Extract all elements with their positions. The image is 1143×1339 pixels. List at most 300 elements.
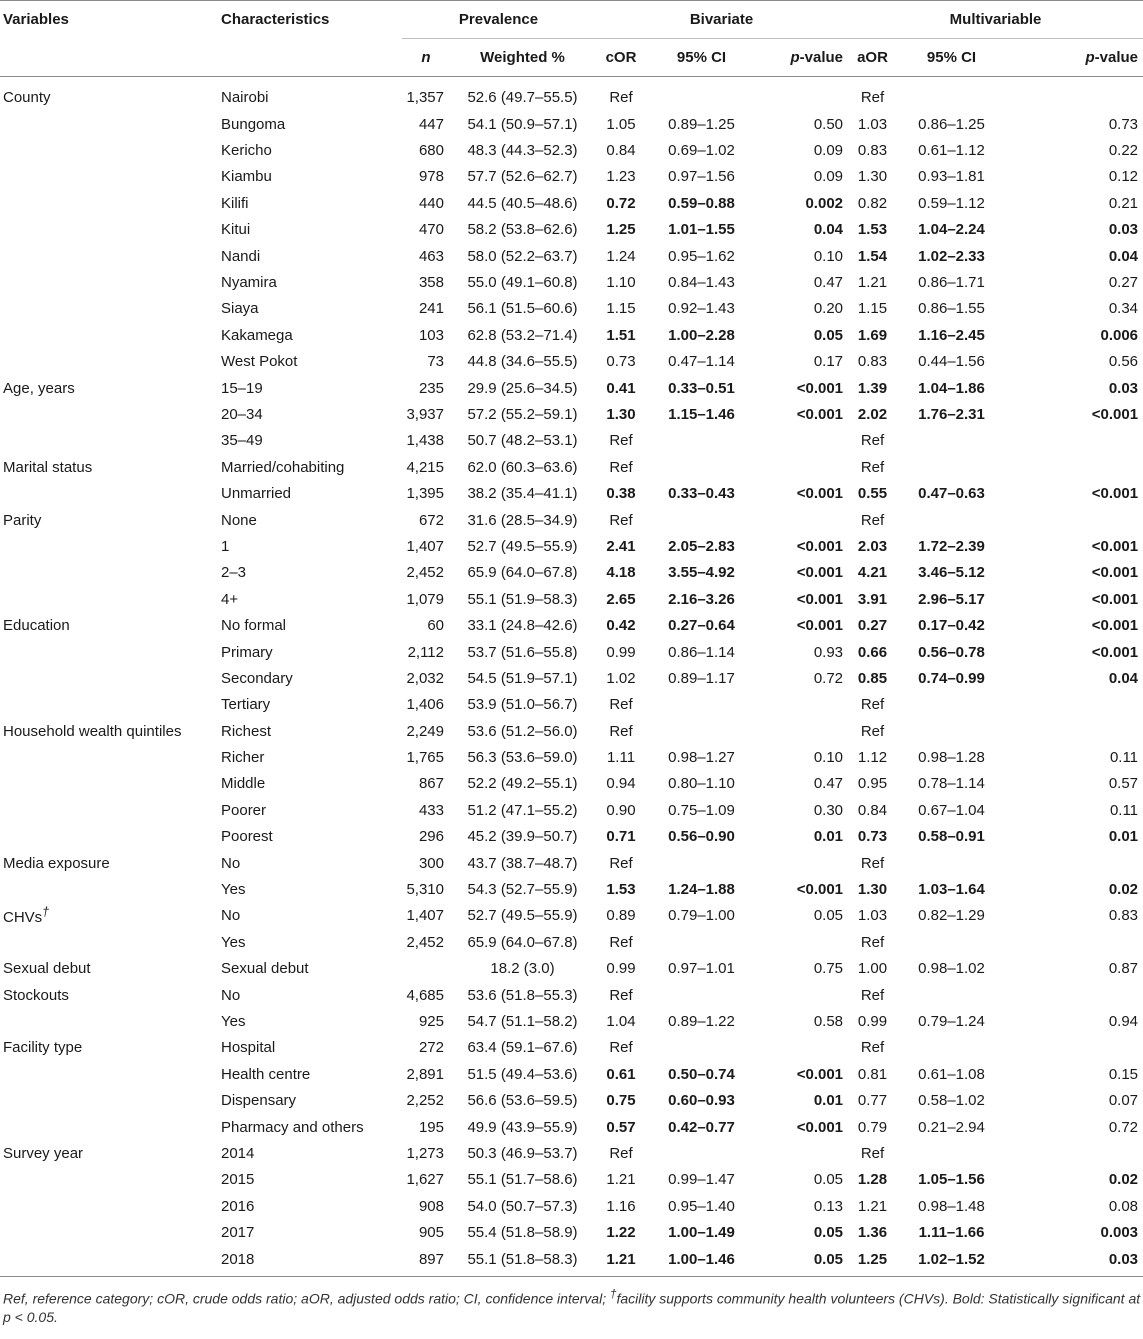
table-row <box>0 296 1143 322</box>
cell-aor-pvalue: 0.15 <box>1108 1065 1139 1083</box>
cell-weighted-pct: 57.2 (55.2–59.1) <box>467 405 578 423</box>
cell-cor: 1.21 <box>606 1171 636 1189</box>
table-row <box>0 824 1143 850</box>
cell-weighted-pct: 56.1 (51.5–60.6) <box>467 300 578 318</box>
cell-cor: 0.90 <box>606 801 636 819</box>
cell-aor-ci: 1.05–1.56 <box>918 1171 985 1189</box>
cell-aor-ci: 0.78–1.14 <box>918 775 985 793</box>
cell-cor-ci: 0.97–1.56 <box>668 168 735 186</box>
table-row <box>0 797 1143 823</box>
cell-cor: 1.02 <box>606 669 636 687</box>
cell-aor: 1.54 <box>857 247 888 265</box>
cell-n: 1,765 <box>406 749 444 767</box>
cell-cor-pvalue: 0.09 <box>813 168 844 186</box>
cell-aor: 1.53 <box>857 221 888 239</box>
cell-aor-ci <box>897 507 1006 533</box>
cell-characteristic: Health centre <box>221 1065 311 1083</box>
cell-characteristic: Nyamira <box>221 274 277 292</box>
cell-cor: Ref <box>609 933 633 951</box>
cell-characteristic: Richest <box>221 722 272 740</box>
cell-characteristic: Poorest <box>221 828 273 846</box>
table-row <box>0 718 1143 744</box>
cell-variable <box>0 1008 218 1034</box>
header-blank-characteristics <box>218 39 402 77</box>
cell-variable <box>0 243 218 269</box>
cell-characteristic: Middle <box>221 775 266 793</box>
cell-aor-ci <box>897 692 1006 718</box>
cell-aor: 0.95 <box>857 775 888 793</box>
cell-aor-ci: 1.04–2.24 <box>918 221 985 239</box>
table-row <box>0 665 1143 691</box>
cell-cor: 1.23 <box>606 168 636 186</box>
cell-characteristic: Unmarried <box>221 485 292 503</box>
cell-cor: 1.16 <box>606 1197 636 1215</box>
header-n <box>402 39 450 77</box>
header-blank-variables <box>0 39 218 77</box>
cell-aor-pvalue: 0.006 <box>1100 326 1139 344</box>
cell-variable <box>0 744 218 770</box>
cell-n: 908 <box>418 1197 444 1215</box>
cell-cor-pvalue <box>756 1140 848 1166</box>
cell-cor: Ref <box>609 88 633 106</box>
cell-cor: Ref <box>609 511 633 529</box>
cell-weighted-pct: 52.6 (49.7–55.5) <box>467 88 578 106</box>
cell-variable <box>0 692 218 718</box>
header-n-text: n <box>421 49 431 66</box>
cell-aor-pvalue: 0.01 <box>1108 828 1139 846</box>
cell-characteristic: None <box>221 511 257 529</box>
cell-aor-ci: 0.98–1.28 <box>918 749 985 767</box>
header-variables: Variables <box>0 1 218 39</box>
cell-cor-pvalue: 0.58 <box>813 1012 844 1030</box>
cell-cor-pvalue: 0.05 <box>813 1171 844 1189</box>
cell-variable <box>0 876 218 902</box>
cell-characteristic: Married/cohabiting <box>221 458 345 476</box>
table-row <box>0 771 1143 797</box>
cell-variable: Stockouts <box>3 986 69 1004</box>
cell-variable <box>0 533 218 559</box>
cell-cor-ci <box>647 1140 756 1166</box>
cell-variable <box>0 1193 218 1219</box>
cell-aor: 1.12 <box>857 749 888 767</box>
cell-cor: 0.99 <box>606 960 636 978</box>
cell-variable <box>0 1061 218 1087</box>
cell-n: 1,407 <box>406 537 444 555</box>
cell-cor: 0.41 <box>606 379 636 397</box>
cell-cor-ci: 0.89–1.17 <box>668 669 735 687</box>
cell-cor-pvalue: <0.001 <box>796 881 844 899</box>
table-row <box>0 850 1143 876</box>
cell-cor: 1.10 <box>606 274 636 292</box>
cell-weighted-pct: 55.1 (51.8–58.3) <box>450 1246 595 1277</box>
cell-cor-ci: 0.69–1.02 <box>668 142 735 160</box>
cell-weighted-pct: 54.7 (51.1–58.2) <box>467 1012 578 1030</box>
cell-aor: 1.21 <box>857 1197 888 1215</box>
cell-variable: Parity <box>3 511 42 529</box>
cell-aor: 2.02 <box>857 405 888 423</box>
cell-variable <box>0 903 218 929</box>
cell-cor-ci: 0.60–0.93 <box>668 1092 735 1110</box>
cell-n: 470 <box>418 221 444 239</box>
cell-cor-pvalue: <0.001 <box>796 379 844 397</box>
header-aor-ci: 95% CI <box>897 39 1006 77</box>
table-row <box>0 1035 1143 1061</box>
cell-cor-ci: 1.01–1.55 <box>668 221 735 239</box>
cell-aor: Ref <box>860 933 885 951</box>
cell-aor-ci: 1.76–2.31 <box>918 405 985 423</box>
table-row <box>0 692 1143 718</box>
cell-cor-pvalue: 0.04 <box>813 221 844 239</box>
header-row-columns <box>0 39 1143 77</box>
cell-characteristic: 2–3 <box>221 564 247 582</box>
cell-aor: 0.99 <box>857 1012 888 1030</box>
cell-aor: Ref <box>860 722 885 740</box>
cell-aor: 0.82 <box>857 194 888 212</box>
cell-characteristic: Pharmacy and others <box>221 1118 364 1136</box>
table-row <box>0 375 1143 401</box>
cell-weighted-pct: 65.9 (64.0–67.8) <box>467 933 578 951</box>
cell-aor-ci: 0.86–1.71 <box>918 274 985 292</box>
cell-aor-ci <box>897 428 1006 454</box>
cell-aor: 1.21 <box>857 274 888 292</box>
header-cor-ci: 95% CI <box>647 39 756 77</box>
table-row <box>0 401 1143 427</box>
table-row <box>0 164 1143 190</box>
cell-n: 925 <box>418 1012 444 1030</box>
header-prevalence: Prevalence <box>402 1 595 39</box>
cell-cor-ci: 2.05–2.83 <box>668 537 735 555</box>
cell-cor: 2.65 <box>606 590 636 608</box>
cell-aor: 1.00 <box>857 960 888 978</box>
cell-n: 3,937 <box>406 405 444 423</box>
cell-aor: 0.55 <box>857 485 888 503</box>
cell-characteristic: 35–49 <box>221 432 263 450</box>
cell-cor: 0.71 <box>606 828 636 846</box>
cell-n: 1,079 <box>406 590 444 608</box>
cell-cor-pvalue: 0.01 <box>813 828 844 846</box>
cell-cor-pvalue <box>756 1035 848 1061</box>
cell-cor: 1.04 <box>606 1012 636 1030</box>
cell-cor: Ref <box>609 458 633 476</box>
table-row <box>0 1114 1143 1140</box>
cell-characteristic: Siaya <box>221 300 259 318</box>
cell-n: 4,685 <box>406 986 444 1004</box>
cell-cor-pvalue: 0.17 <box>813 353 844 371</box>
cell-aor-pvalue <box>1006 692 1143 718</box>
cell-n: 1,406 <box>406 696 444 714</box>
cell-variable <box>0 190 218 216</box>
cell-aor-ci <box>897 982 1006 1008</box>
cell-variable: Facility type <box>3 1039 83 1057</box>
cell-cor-pvalue: 0.10 <box>813 749 844 767</box>
cell-cor-ci <box>647 718 756 744</box>
cell-cor-ci: 0.89–1.25 <box>668 115 735 133</box>
cell-cor: 1.15 <box>606 300 636 318</box>
header-cor-pvalue <box>756 39 848 77</box>
cell-aor: 1.28 <box>857 1171 888 1189</box>
cell-cor-ci <box>647 850 756 876</box>
cell-weighted-pct: 55.1 (51.9–58.3) <box>467 590 578 608</box>
cell-cor-ci: 0.84–1.43 <box>668 274 735 292</box>
cell-n <box>402 956 450 982</box>
cell-cor-ci: 1.24–1.88 <box>668 881 735 899</box>
cell-variable <box>0 164 218 190</box>
cell-cor-ci <box>647 77 756 112</box>
cell-aor: Ref <box>860 511 885 529</box>
cell-cor-ci: 1.00–2.28 <box>668 326 735 344</box>
table-row <box>0 1061 1143 1087</box>
cell-cor-ci: 0.33–0.43 <box>668 485 735 503</box>
table-row <box>0 243 1143 269</box>
header-characteristics: Characteristics <box>218 1 402 39</box>
cell-aor-ci: 0.44–1.56 <box>918 353 985 371</box>
cell-variable <box>0 428 218 454</box>
cell-variable <box>0 639 218 665</box>
cell-cor-pvalue: 0.01 <box>813 1092 844 1110</box>
cell-weighted-pct: 53.6 (51.8–55.3) <box>467 986 578 1004</box>
cell-variable <box>0 824 218 850</box>
header-multivariable: Multivariable <box>848 1 1143 39</box>
cell-n: 905 <box>418 1224 444 1242</box>
cell-aor: 0.66 <box>857 643 888 661</box>
cell-cor-ci: 0.89–1.22 <box>668 1012 735 1030</box>
table-row <box>0 1193 1143 1219</box>
cell-cor: 1.21 <box>595 1246 647 1277</box>
cell-aor-pvalue: <0.001 <box>1091 485 1139 503</box>
cell-cor-pvalue: 0.10 <box>813 247 844 265</box>
cell-aor: 3.91 <box>857 590 888 608</box>
cell-aor-ci <box>897 718 1006 744</box>
cell-variable <box>0 111 218 137</box>
cell-aor-ci <box>897 1140 1006 1166</box>
cell-n: 73 <box>427 353 444 371</box>
header-aor: aOR <box>848 39 897 77</box>
cell-cor-pvalue: 0.05 <box>813 1224 844 1242</box>
cell-aor-pvalue: 0.21 <box>1108 194 1139 212</box>
cell-aor-pvalue: <0.001 <box>1091 617 1139 635</box>
cell-characteristic: Kilifi <box>221 194 249 212</box>
cell-aor: Ref <box>860 432 885 450</box>
cell-weighted-pct: 56.6 (53.6–59.5) <box>467 1092 578 1110</box>
cell-weighted-pct: 52.2 (49.2–55.1) <box>467 775 578 793</box>
cell-variable <box>0 1114 218 1140</box>
cell-weighted-pct: 54.5 (51.9–57.1) <box>467 669 578 687</box>
cell-aor-pvalue: <0.001 <box>1091 537 1139 555</box>
cell-aor-ci: 0.86–1.55 <box>918 300 985 318</box>
cell-cor-ci <box>647 428 756 454</box>
cell-weighted-pct: 54.3 (52.7–55.9) <box>467 881 578 899</box>
table-row <box>0 454 1143 480</box>
cell-aor-pvalue <box>1006 428 1143 454</box>
cell-aor: Ref <box>860 1039 885 1057</box>
cell-cor: 0.73 <box>606 353 636 371</box>
cell-variable: Marital status <box>3 458 93 476</box>
cell-variable: Survey year <box>3 1144 84 1162</box>
cell-aor-pvalue: 0.12 <box>1108 168 1139 186</box>
cell-weighted-pct: 44.8 (34.6–55.5) <box>467 353 578 371</box>
cell-aor-pvalue: 0.11 <box>1109 801 1139 819</box>
cell-weighted-pct: 33.1 (24.8–42.6) <box>467 617 578 635</box>
table-row <box>0 269 1143 295</box>
cell-cor-pvalue: <0.001 <box>796 405 844 423</box>
cell-aor: 0.77 <box>857 1092 888 1110</box>
cell-aor-pvalue: 0.03 <box>1108 221 1139 239</box>
cell-characteristic: 2016 <box>221 1197 255 1215</box>
cell-cor-pvalue <box>756 454 848 480</box>
cell-aor-ci: 0.17–0.42 <box>918 617 985 635</box>
cell-cor-ci: 1.00–1.49 <box>668 1224 735 1242</box>
cell-cor-pvalue: <0.001 <box>796 617 844 635</box>
cell-aor-ci: 1.72–2.39 <box>918 537 985 555</box>
cell-aor-ci <box>897 77 1006 112</box>
cell-variable <box>0 401 218 427</box>
cell-n: 1,627 <box>406 1171 444 1189</box>
table-row <box>0 982 1143 1008</box>
cell-cor-pvalue: 0.30 <box>813 801 844 819</box>
cell-variable <box>0 1246 218 1277</box>
cell-cor: 1.51 <box>606 326 636 344</box>
cell-variable: Media exposure <box>3 854 110 872</box>
cell-cor: 1.11 <box>606 749 636 767</box>
cell-cor-pvalue: <0.001 <box>796 590 844 608</box>
cell-weighted-pct: 51.5 (49.4–53.6) <box>467 1065 578 1083</box>
cell-characteristic: Nandi <box>221 247 261 265</box>
cell-aor-pvalue: <0.001 <box>1091 405 1139 423</box>
cell-characteristic: Kericho <box>221 142 272 160</box>
cell-cor-ci: 0.50–0.74 <box>668 1065 735 1083</box>
cell-cor-pvalue <box>756 507 848 533</box>
cell-cor-ci: 0.42–0.77 <box>668 1118 735 1136</box>
cell-cor-pvalue: <0.001 <box>796 1118 844 1136</box>
cell-weighted-pct: 58.0 (52.2–63.7) <box>467 247 578 265</box>
cell-n: 296 <box>418 828 444 846</box>
cell-aor-pvalue <box>1006 982 1143 1008</box>
cell-cor: 2.41 <box>606 537 636 555</box>
cell-cor-ci: 0.99–1.47 <box>668 1171 735 1189</box>
cell-aor-pvalue: 0.87 <box>1108 960 1139 978</box>
cell-aor-ci: 0.98–1.48 <box>918 1197 985 1215</box>
header-aor-pvalue-suffix: -value <box>1094 49 1139 66</box>
cell-aor: 1.25 <box>848 1246 897 1277</box>
cell-aor-pvalue: 0.003 <box>1100 1224 1139 1242</box>
cell-aor: 1.69 <box>857 326 888 344</box>
cell-aor: 1.03 <box>857 115 888 133</box>
cell-cor-ci <box>647 929 756 955</box>
cell-n: 1,407 <box>406 907 444 925</box>
cell-aor-pvalue: 0.04 <box>1108 669 1139 687</box>
cell-cor: 1.24 <box>606 247 636 265</box>
cell-cor-ci: 0.27–0.64 <box>668 617 735 635</box>
cell-aor-ci: 0.93–1.81 <box>918 168 985 186</box>
cell-n: 272 <box>418 1039 444 1057</box>
cell-cor-pvalue: 0.47 <box>813 775 844 793</box>
cell-aor: 1.03 <box>857 907 888 925</box>
cell-aor: Ref <box>860 986 885 1004</box>
cell-n: 433 <box>418 801 444 819</box>
table-row <box>0 612 1143 638</box>
cell-cor-pvalue: <0.001 <box>796 1065 844 1083</box>
cell-aor-pvalue: 0.02 <box>1108 1171 1139 1189</box>
cell-aor: 0.85 <box>857 669 888 687</box>
cell-cor-pvalue <box>756 850 848 876</box>
cell-variable <box>0 1167 218 1193</box>
table-row <box>0 137 1143 163</box>
cell-aor-ci: 0.47–0.63 <box>918 485 985 503</box>
cell-aor: Ref <box>860 458 885 476</box>
cell-aor-ci: 0.59–1.12 <box>918 194 985 212</box>
cell-characteristic: West Pokot <box>221 353 298 371</box>
cell-weighted-pct: 53.6 (51.2–56.0) <box>467 722 578 740</box>
cell-cor: 0.84 <box>606 142 636 160</box>
cell-weighted-pct: 51.2 (47.1–55.2) <box>467 801 578 819</box>
cell-characteristic: Kitui <box>221 221 251 239</box>
table-row <box>0 876 1143 902</box>
cell-characteristic: 2015 <box>221 1171 255 1189</box>
cell-n: 440 <box>418 194 444 212</box>
cell-cor-pvalue <box>756 428 848 454</box>
cell-weighted-pct: 52.7 (49.5–55.9) <box>467 907 578 925</box>
cell-weighted-pct: 43.7 (38.7–48.7) <box>467 854 578 872</box>
cell-cor-pvalue: 0.20 <box>813 300 844 318</box>
cell-aor-pvalue: <0.001 <box>1091 564 1139 582</box>
header-cor: cOR <box>595 39 647 77</box>
cell-cor-ci: 0.98–1.27 <box>668 749 735 767</box>
cell-aor-pvalue: 0.08 <box>1108 1197 1139 1215</box>
table-row <box>0 349 1143 375</box>
cell-aor-pvalue: 0.83 <box>1108 907 1139 925</box>
cell-aor-pvalue <box>1006 1140 1143 1166</box>
cell-aor: 0.84 <box>857 801 888 819</box>
cell-aor-pvalue: 0.02 <box>1108 881 1139 899</box>
cell-cor: 1.30 <box>606 405 636 423</box>
cell-weighted-pct: 44.5 (40.5–48.6) <box>467 194 578 212</box>
cell-variable: Age, years <box>3 379 75 397</box>
cell-cor-pvalue: <0.001 <box>796 485 844 503</box>
cell-aor: 1.36 <box>857 1224 888 1242</box>
cell-aor: 1.39 <box>857 379 888 397</box>
cell-n: 195 <box>418 1118 444 1136</box>
cell-aor-pvalue <box>1006 454 1143 480</box>
cell-n: 2,249 <box>406 722 444 740</box>
cell-aor-ci: 1.11–1.66 <box>918 1224 985 1242</box>
cell-n: 978 <box>418 168 444 186</box>
cell-aor-pvalue: 0.11 <box>1109 749 1139 767</box>
cell-characteristic: Kiambu <box>221 168 272 186</box>
cell-cor-pvalue: 0.93 <box>813 643 844 661</box>
cell-n: 867 <box>418 775 444 793</box>
cell-cor: Ref <box>609 854 633 872</box>
cell-aor: 1.30 <box>857 168 888 186</box>
cell-characteristic: No formal <box>221 617 287 635</box>
cell-variable: Education <box>3 617 70 635</box>
cell-weighted-pct: 50.3 (46.9–53.7) <box>467 1144 578 1162</box>
cell-characteristic: Tertiary <box>221 696 271 714</box>
cell-n: 1,395 <box>406 485 444 503</box>
cell-cor-ci: 0.86–1.14 <box>668 643 735 661</box>
cell-weighted-pct: 49.9 (43.9–55.9) <box>467 1118 578 1136</box>
cell-characteristic: Richer <box>221 749 265 767</box>
cell-aor-ci: 0.61–1.12 <box>918 142 985 160</box>
cell-n: 680 <box>418 142 444 160</box>
cell-aor-ci <box>897 929 1006 955</box>
cell-variable: County <box>3 88 51 106</box>
cell-n: 358 <box>418 274 444 292</box>
cell-cor-pvalue <box>756 982 848 1008</box>
table-row <box>0 480 1143 506</box>
cell-characteristic: Secondary <box>221 669 293 687</box>
cell-cor-pvalue: <0.001 <box>796 564 844 582</box>
cell-characteristic: No <box>221 986 241 1004</box>
